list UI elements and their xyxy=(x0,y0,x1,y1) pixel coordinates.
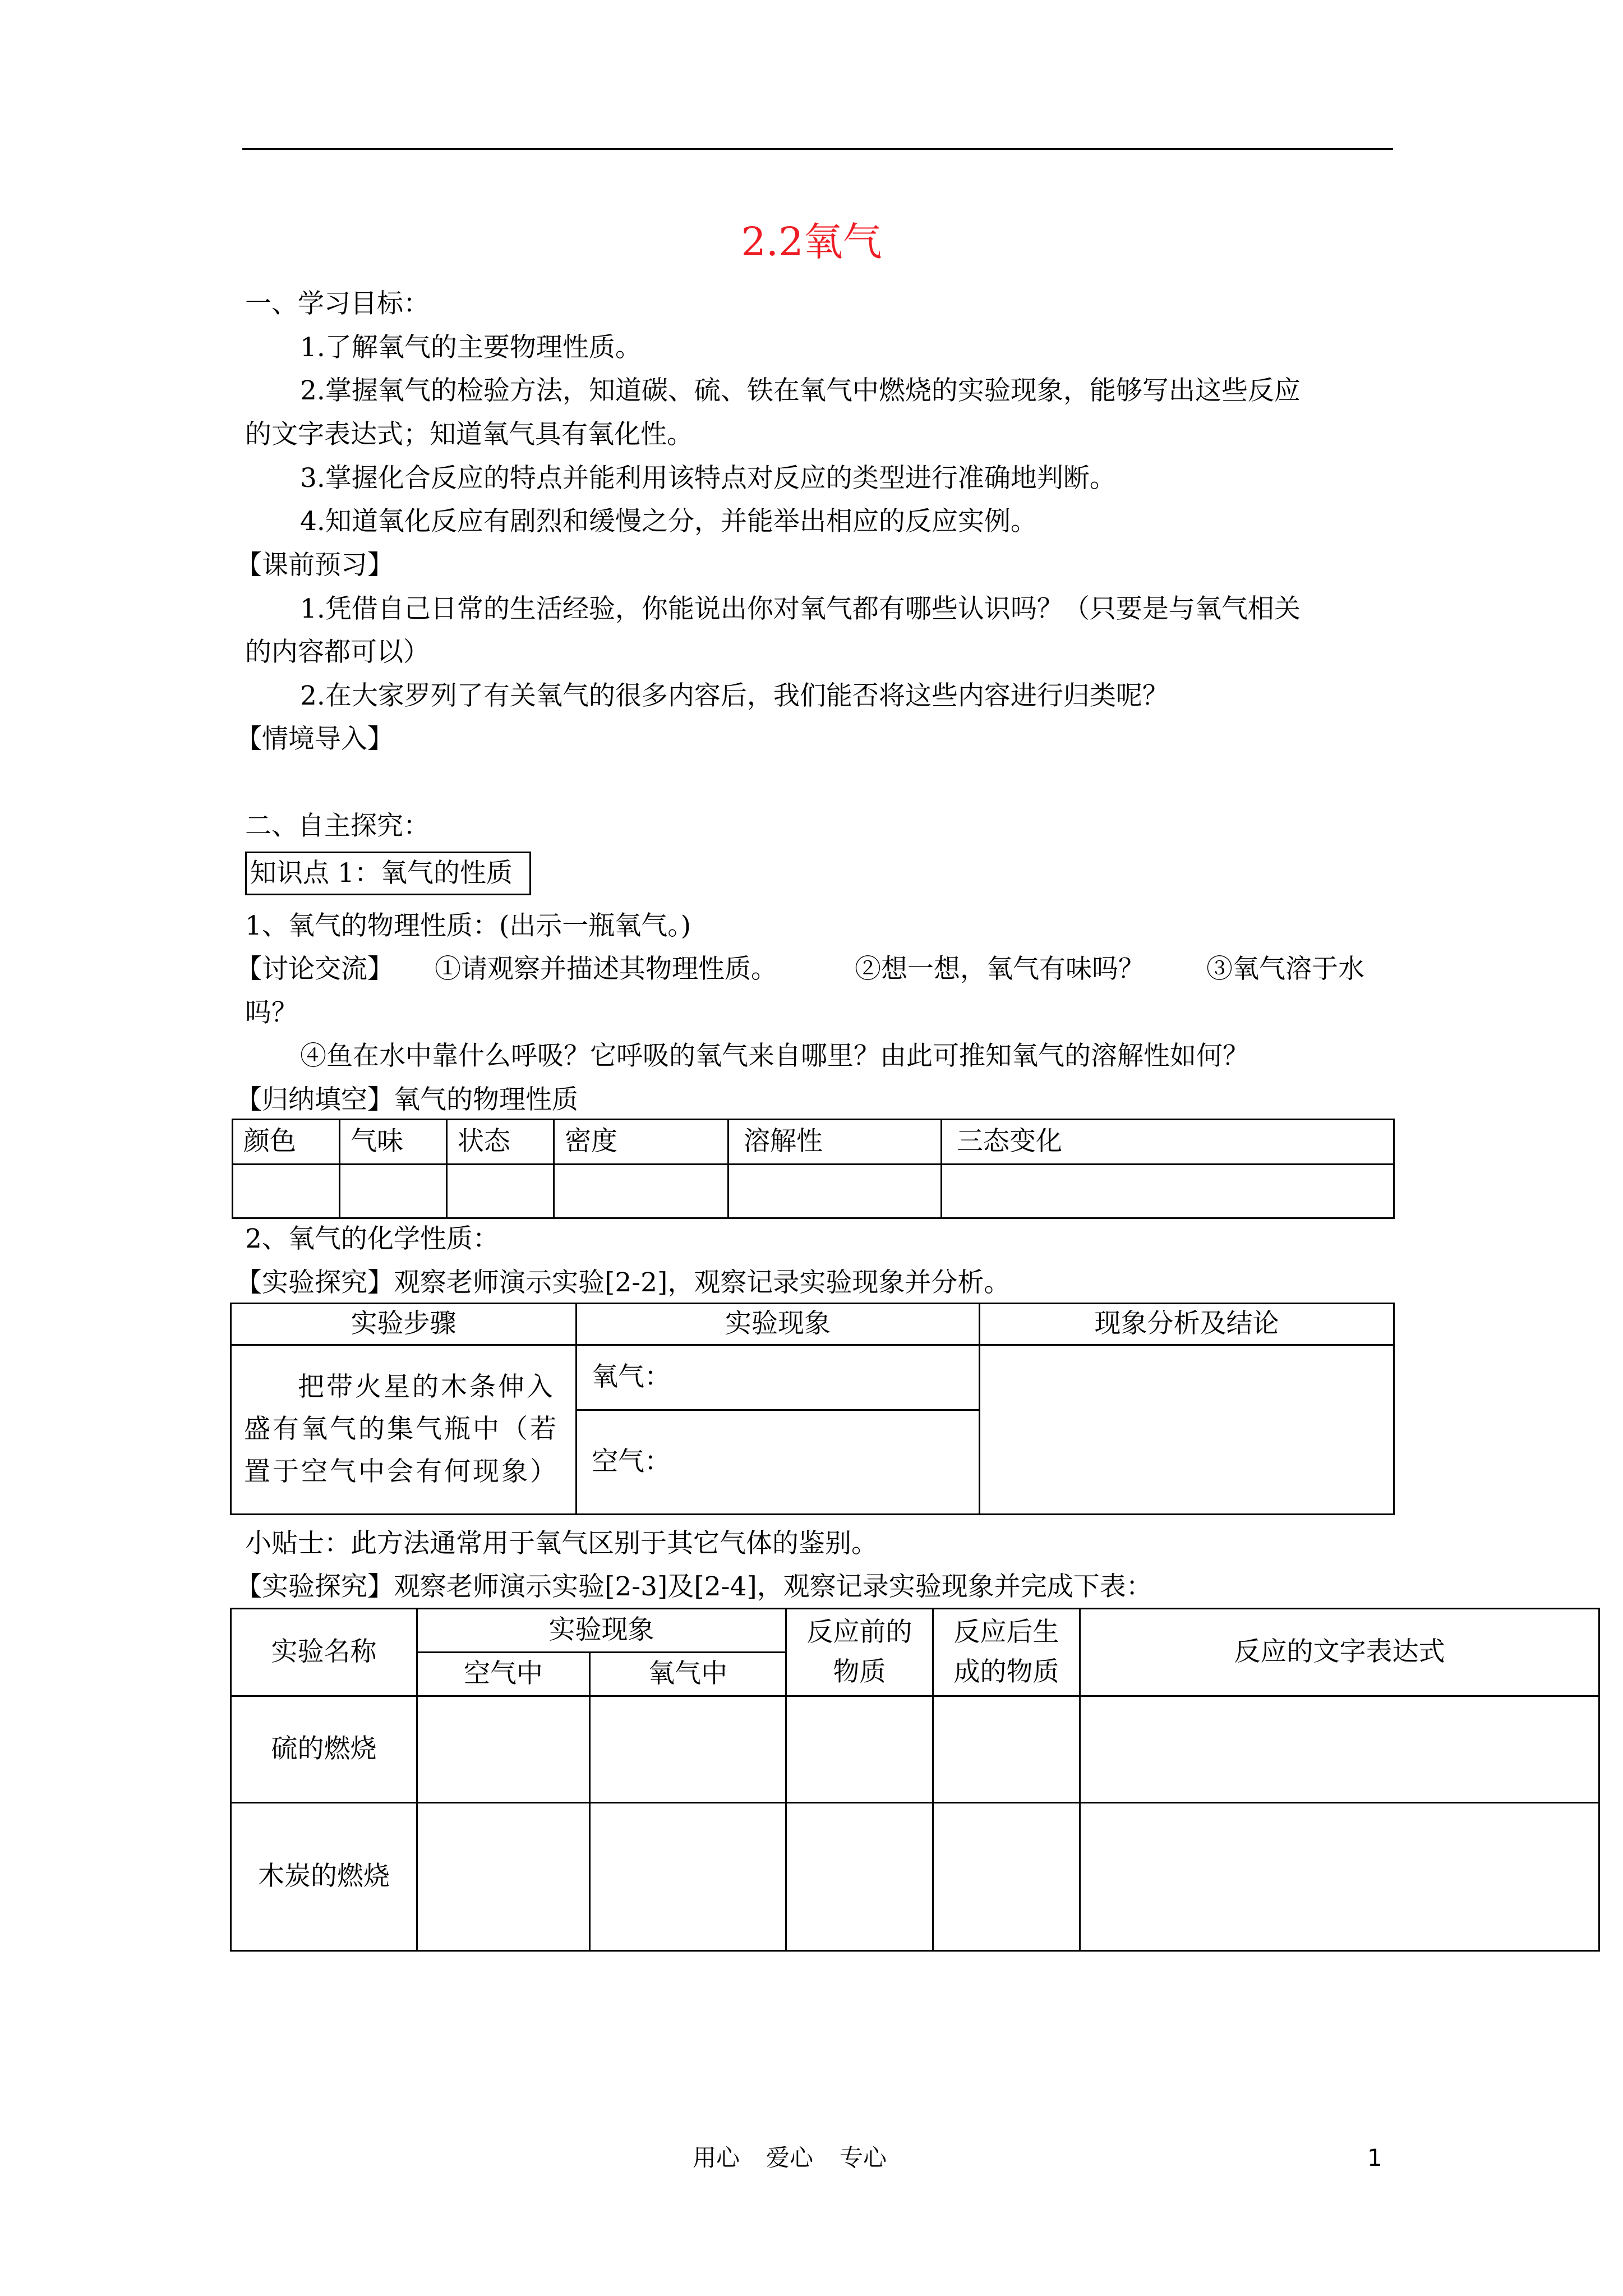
answer-cell xyxy=(590,1803,786,1951)
oxygen-observation: 氧气： xyxy=(577,1345,980,1410)
footer-motto-1: 用心 xyxy=(693,2144,740,2171)
physical-properties-table xyxy=(232,1119,1395,1219)
analysis-cell xyxy=(980,1345,1394,1514)
tip: 小贴士：此方法通常用于氧气区别于其它气体的鉴别。 xyxy=(245,1528,878,1559)
answer-cell xyxy=(942,1165,1394,1218)
summary-heading: 【归纳填空】氧气的物理性质 xyxy=(236,1084,578,1115)
col-phase-change: 三态变化 xyxy=(942,1120,1394,1165)
col-phenomenon: 实验现象 xyxy=(417,1609,786,1653)
col-in-oxygen: 氧气中 xyxy=(590,1653,786,1696)
col-state: 状态 xyxy=(447,1120,554,1165)
preview-q2: 2.在大家罗列了有关氧气的很多内容后，我们能否将这些内容进行归类呢？ xyxy=(300,680,1169,711)
experiment-2-heading: 【实验探究】观察老师演示实验[2-3]及[2-4]，观察记录实验现象并完成下表： xyxy=(236,1571,1152,1602)
col-reactants: 反应前的物质 xyxy=(786,1609,933,1696)
goal-1: 1.了解氧气的主要物理性质。 xyxy=(300,332,642,363)
answer-cell xyxy=(786,1696,933,1803)
col-solubility: 溶解性 xyxy=(728,1120,942,1165)
col-steps: 实验步骤 xyxy=(231,1304,577,1345)
experiment-1-table xyxy=(230,1303,1395,1515)
section-2-heading: 二、自主探究： xyxy=(245,811,430,841)
discuss-label: 【讨论交流】 xyxy=(236,954,394,984)
answer-cell xyxy=(590,1696,786,1803)
footer-motto-2: 爱心 xyxy=(766,2144,814,2171)
preview-q1-cont: 的内容都可以） xyxy=(245,637,430,668)
experiment-1-heading: 【实验探究】观察老师演示实验[2-2]，观察记录实验现象并分析。 xyxy=(236,1267,1011,1298)
goal-3: 3.掌握化合反应的特点并能利用该特点对反应的类型进行准确地判断。 xyxy=(300,463,1116,494)
col-word-equation: 反应的文字表达式 xyxy=(1080,1609,1599,1696)
section-1-heading: 一、学习目标： xyxy=(245,288,430,319)
discuss-q3: ③氧气溶于水 xyxy=(1206,954,1364,984)
air-observation: 空气： xyxy=(577,1410,980,1514)
col-analysis: 现象分析及结论 xyxy=(980,1304,1394,1345)
answer-cell xyxy=(1080,1803,1599,1951)
col-phenomenon: 实验现象 xyxy=(577,1304,980,1345)
col-color: 颜色 xyxy=(233,1120,340,1165)
answer-cell xyxy=(233,1165,340,1218)
answer-cell xyxy=(933,1696,1080,1803)
goal-2-cont: 的文字表达式；知道氧气具有氧化性。 xyxy=(245,419,693,450)
row-sulfur-combustion: 硫的燃烧 xyxy=(231,1696,417,1803)
discuss-q2: ②想一想，氧气有味吗？ xyxy=(855,954,1145,984)
answer-cell xyxy=(554,1165,728,1218)
row-charcoal-combustion: 木炭的燃烧 xyxy=(231,1803,417,1951)
discuss-q1: ①请观察并描述其物理性质。 xyxy=(435,954,777,984)
intro-heading: 【情境导入】 xyxy=(236,724,394,754)
goal-4: 4.知道氧化反应有剧烈和缓慢之分，并能举出相应的反应实例。 xyxy=(300,506,1037,537)
goal-2: 2.掌握氧气的检验方法，知道碳、硫、铁在氧气中燃烧的实验现象，能够写出这些反应 xyxy=(300,375,1301,406)
discuss-q3-cont: 吗？ xyxy=(245,997,298,1028)
knowledge-point-box xyxy=(245,852,531,895)
knowledge-point-label: 知识点 1：氧气的性质 xyxy=(250,858,513,889)
col-products: 反应后生成的物质 xyxy=(933,1609,1080,1696)
col-experiment-name: 实验名称 xyxy=(231,1609,417,1696)
discuss-q4: ④鱼在水中靠什么呼吸？它呼吸的氧气来自哪里？由此可推知氧气的溶解性如何？ xyxy=(300,1041,1249,1071)
page-title: 2.2氧气 xyxy=(741,219,882,265)
page-number: 1 xyxy=(1367,2144,1382,2171)
answer-cell xyxy=(728,1165,942,1218)
col-in-air: 空气中 xyxy=(417,1653,590,1696)
answer-cell xyxy=(340,1165,447,1218)
col-density: 密度 xyxy=(554,1120,728,1165)
answer-cell xyxy=(1080,1696,1599,1803)
physical-properties-heading: 1、氧气的物理性质：(出示一瓶氧气。) xyxy=(245,910,691,941)
header-rule xyxy=(242,148,1393,150)
answer-cell xyxy=(933,1803,1080,1951)
footer-motto-3: 专心 xyxy=(840,2144,887,2171)
preview-heading: 【课前预习】 xyxy=(236,550,394,581)
col-smell: 气味 xyxy=(340,1120,447,1165)
answer-cell xyxy=(447,1165,554,1218)
experiment-2-table xyxy=(230,1608,1600,1952)
answer-cell xyxy=(417,1803,590,1951)
answer-cell xyxy=(417,1696,590,1803)
chemical-properties-heading: 2、氧气的化学性质： xyxy=(245,1223,499,1254)
answer-cell xyxy=(786,1803,933,1951)
experiment-step: 把带火星的木条伸入盛有氧气的集气瓶中（若置于空气中会有何现象） xyxy=(231,1345,577,1514)
preview-q1: 1.凭借自己日常的生活经验，你能说出你对氧气都有哪些认识吗？（只要是与氧气相关 xyxy=(300,593,1301,624)
